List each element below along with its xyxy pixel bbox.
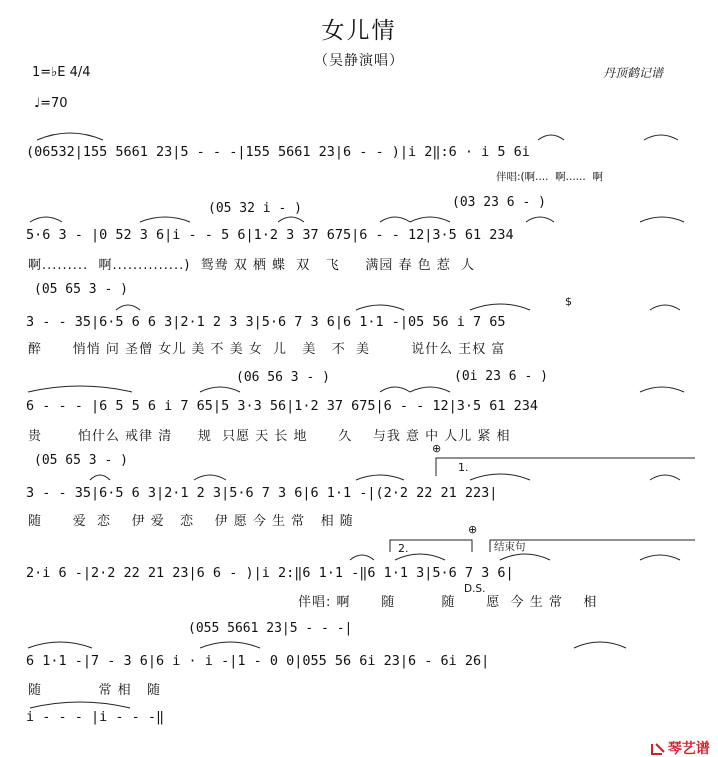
score-line-2-upper-b: (03 23 6 - ) (452, 195, 546, 210)
slur (30, 217, 62, 222)
slur (640, 217, 684, 222)
slur (350, 555, 374, 560)
score-line-3-upper: (05 65 3 - ) (34, 282, 128, 297)
coda-sign-1: ⊕ (432, 442, 442, 455)
volta-1-label: 1. (458, 461, 469, 474)
slur (380, 217, 410, 222)
slur (395, 554, 445, 560)
brand-logo-icon (650, 742, 666, 756)
slur (194, 475, 226, 480)
slur (200, 642, 260, 648)
score-line-7-upper: (055 5661 23|5 - - -| (188, 621, 353, 636)
slur (650, 475, 680, 480)
slur (28, 642, 92, 648)
coda-sign-2: ⊕ (468, 523, 478, 536)
slur (200, 387, 240, 392)
tempo-marking: ♩=70 (34, 96, 68, 111)
score-line-6: 2·i 6 -|2·2 22 21 23|6 6 - )|i 2:‖6 1·1 -‖6 1·1 3|5·6 7 3 6| (26, 565, 514, 581)
song-subtitle: （吴静演唱） (314, 53, 404, 69)
slur (410, 217, 450, 222)
slur (644, 135, 678, 140)
lyrics-line-2: 啊......... 啊..............) 鸳鸯 双 栖 蝶 双 飞 满园 春 色 惹 人 (28, 258, 476, 273)
score-line-5: 3 - - 35|6·5 6 3|2·1 2 3|5·6 7 3 6|6 1·1 -|(2·2 22 21 223| (26, 485, 498, 501)
slur (500, 554, 550, 560)
score-line-7: 6 1·1 -|7 - 3 6|6 i · i -|1 - 0 0|055 56 6i 23|6 - 6i 26| (26, 653, 490, 669)
slur (356, 305, 404, 310)
slur (640, 555, 680, 560)
slur (116, 305, 140, 310)
lyrics-line-4: 贵 怕什么 戒律 清 规 只愿 天 长 地 久 与我 意 中 人儿 紧 相 (28, 429, 511, 444)
lyrics-line-3: 醉 悄悄 问 圣僧 女儿 美 不 美 女 儿 美 不 美 说什么 王权 富 (28, 342, 506, 357)
slur (30, 702, 130, 708)
slur (574, 642, 626, 648)
ending-phrase-label: 结束句 (494, 541, 526, 553)
song-title: 女儿情 (321, 18, 397, 44)
slur (37, 133, 103, 140)
slur (356, 475, 404, 480)
slur (526, 217, 554, 222)
score-line-4-upper-b: (0i 23 6 - ) (454, 369, 548, 384)
slur (470, 474, 530, 480)
transcriber-credit: 丹顶鹤记谱 (603, 66, 664, 80)
slur (380, 387, 410, 392)
slur (410, 387, 450, 392)
score-line-4: 6 - - - |6 5 5 6 i 7 65|5 3·3 56|1·2 37 675|6 - - 12|3·5 61 234 (26, 398, 539, 414)
slur (650, 305, 680, 310)
volta-1-bracket (436, 458, 695, 476)
slur (538, 135, 564, 140)
score-line-3: 3 - - 35|6·5 6 6 3|2·1 2 3 3|5·6 7 3 6|6 1·1 -|05 56 i 7 65 (26, 314, 506, 330)
slur (278, 217, 304, 222)
slur (470, 304, 530, 310)
dal-segno-sign: $ (565, 295, 572, 308)
ending-bracket (490, 540, 695, 552)
slur (640, 387, 684, 392)
lyrics-line-6: 伴唱: 啊 随 随 愿 今 生 常 相 (298, 595, 598, 610)
score-line-8: i - - - |i - - -‖ (26, 709, 165, 725)
lyrics-line-5: 随 爱 恋 伊 爱 恋 伊 愿 今 生 常 相 随 (28, 514, 354, 529)
volta-2-bracket (390, 540, 472, 555)
brand-logo-text: 琴艺谱 (667, 741, 710, 757)
key-signature: 1=♭E 4/4 (32, 65, 91, 80)
score-line-2-upper-a: (05 32 i - ) (208, 201, 302, 216)
score-line-1: (06532|155 5661 23|5 - - -|155 5661 23|6 - - )|i 2‖:6 · i 5 6i (26, 144, 530, 160)
slur (28, 386, 132, 392)
backing-vocal-mark: 伴唱:(啊.... 啊...... 啊 (496, 171, 603, 183)
score-line-5-upper: (05 65 3 - ) (34, 453, 128, 468)
score-line-2: 5·6 3 - |0 52 3 6|i - - 5 6|1·2 3 37 675|6 - - 12|3·5 61 234 (26, 227, 514, 243)
volta-2-label: 2. (398, 542, 409, 555)
dal-segno-text: D.S. (464, 583, 486, 595)
score-line-4-upper-a: (06 56 3 - ) (236, 370, 330, 385)
lyrics-line-7: 随 常 相 随 (28, 683, 161, 698)
slur (90, 475, 110, 480)
slur (140, 217, 190, 222)
